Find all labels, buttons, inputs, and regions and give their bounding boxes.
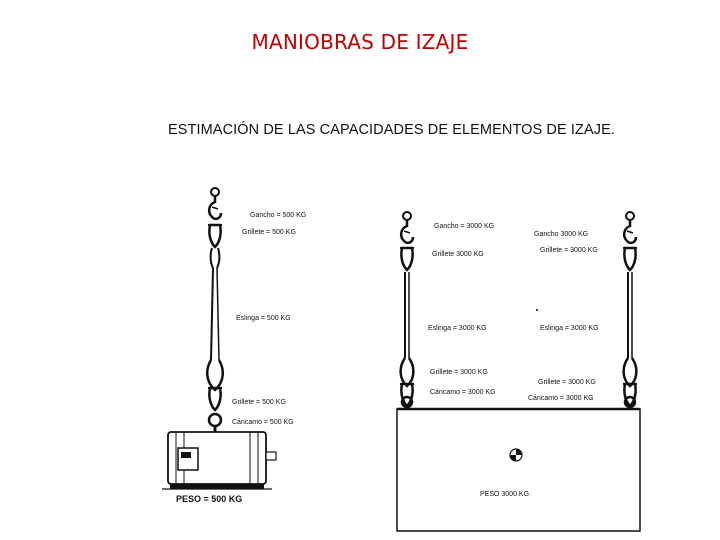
right-right-eyebolt-label: Cáncamo = 3000 KG [528,395,594,402]
left-eyebolt-label: Cáncamo = 500 KG [232,419,294,426]
left-eyebolt-icon [209,414,221,426]
right-left-eyebolt-label: Cáncamo = 3000 KG [430,389,496,396]
right-left-hook-icon [401,212,413,243]
motor-load-icon [162,432,276,489]
left-hook-label: Gancho = 500 KG [250,212,307,219]
left-lifting-assembly [162,188,306,504]
right-left-top-shackle-icon [400,248,414,270]
left-sling-eye-top [211,248,220,268]
right-right-bottom-shackle-label: Grillete = 3000 KG [538,379,596,386]
left-top-shackle-icon [208,225,222,247]
page-subtitle: ESTIMACIÓN DE LAS CAPACIDADES DE ELEMENTOS DE IZAJE. [168,122,616,138]
right-left-top-shackle-label: Grillete 3000 KG [432,251,484,258]
left-sling-label: Eslinga = 500 KG [236,315,291,322]
left-sling-eye-bottom [207,360,223,390]
right-lifting-assembly [397,212,640,531]
page-title: MANIOBRAS DE IZAJE [251,30,469,54]
left-bottom-shackle-label: Grillete = 500 KG [232,399,286,406]
right-weight-label: PESO 3000 KG [480,491,530,498]
left-top-shackle-label: Grillete = 500 KG [242,229,296,236]
right-left-hook-label: Gancho = 3000 KG [434,223,495,230]
right-right-hook-icon [624,212,636,243]
right-right-hook-label: Gancho 3000 KG [534,231,589,238]
right-load-box [397,409,640,531]
right-left-sling-label: Eslinga = 3000 KG [428,325,487,332]
left-weight-label: PESO = 500 KG [176,494,243,504]
right-left-bottom-shackle-label: Grillete = 3000 KG [430,369,488,376]
left-sling-line [211,268,213,360]
left-hook-icon [209,188,221,219]
right-right-top-shackle-icon [623,248,637,270]
center-of-gravity-icon [510,449,522,461]
right-right-top-shackle-label: Grillete = 3000 KG [540,247,598,254]
right-right-sling-label: Eslinga = 3000 KG [540,325,599,332]
